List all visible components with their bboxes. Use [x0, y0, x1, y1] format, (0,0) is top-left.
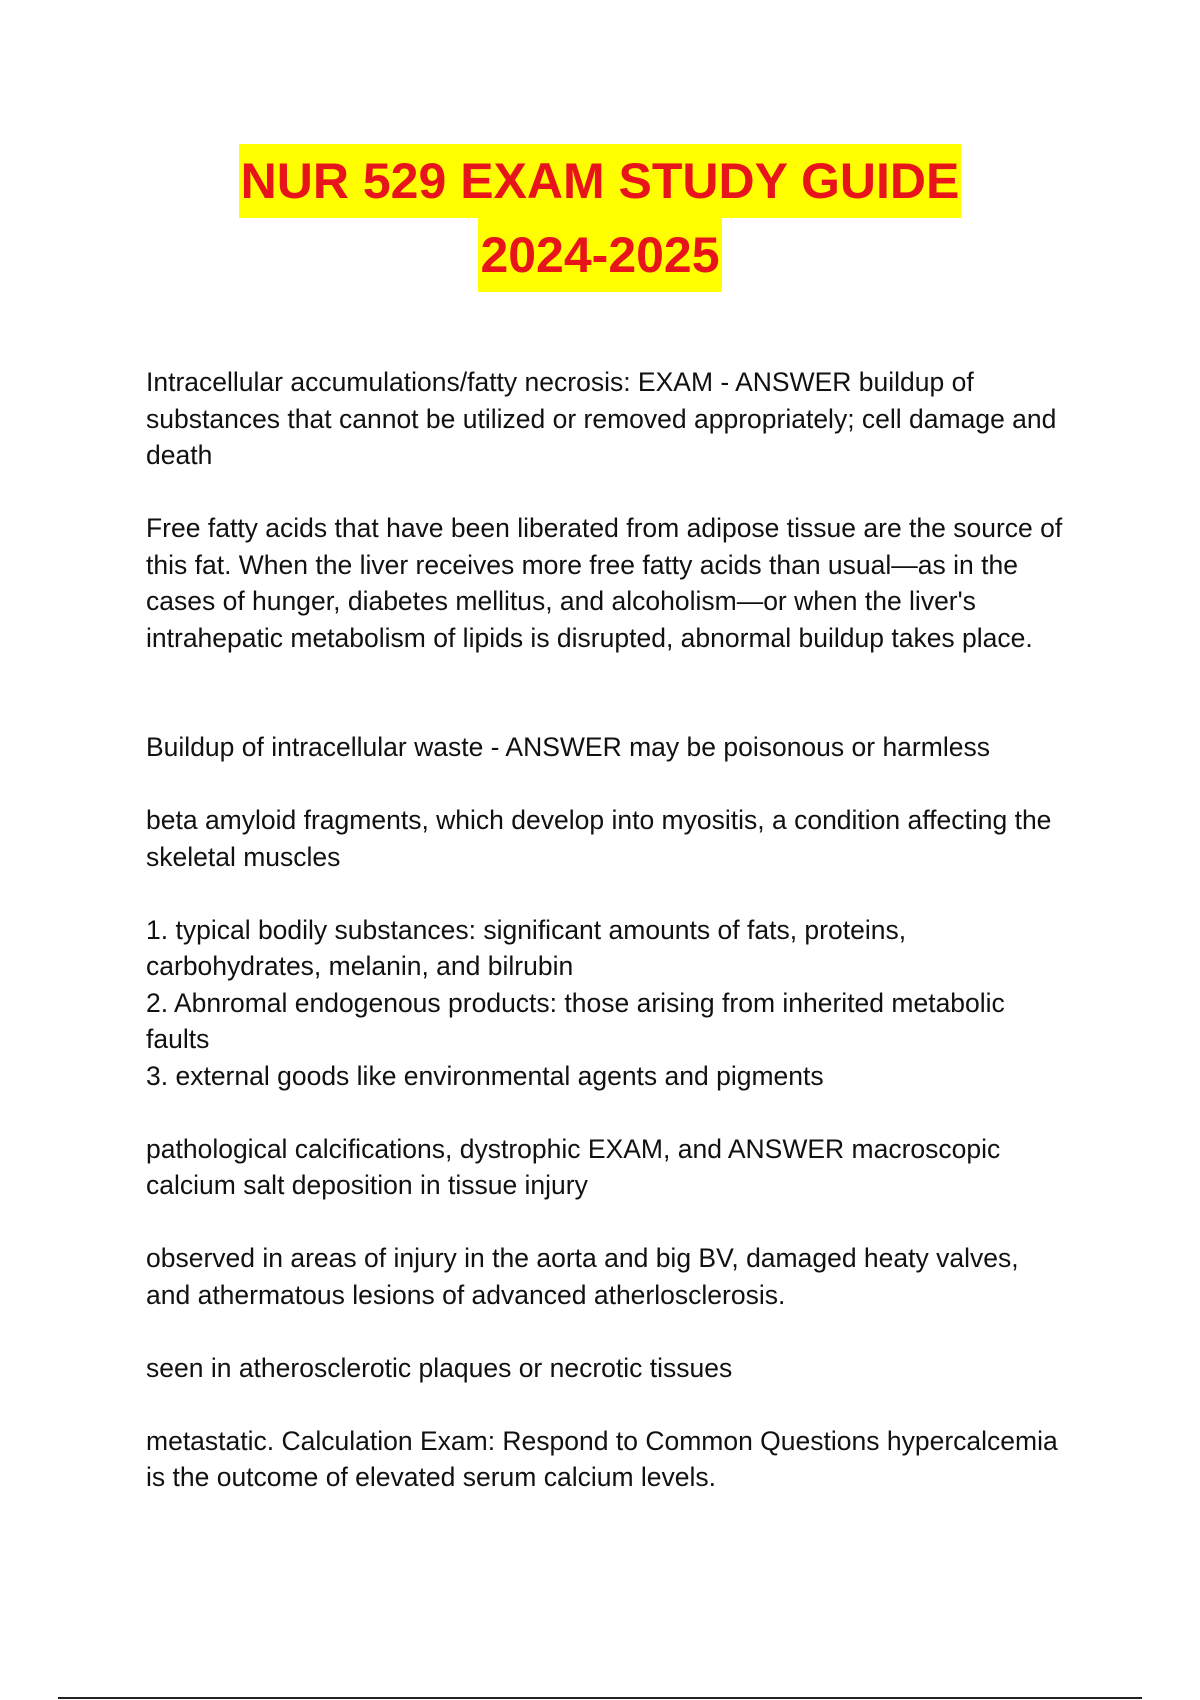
list-item: 3. external goods like environmental agents and pigments: [146, 1060, 824, 1091]
document-body: [146, 364, 1066, 1532]
numbered-list: [146, 912, 1066, 1095]
document-title: [0, 144, 1200, 292]
paragraph-metastatic-calcification: metastatic. Calculation Exam: Respond to Common Questions hypercalcemia is the outcome of elevated serum calcium levels.: [146, 1425, 1058, 1492]
paragraph-free-fatty-acids: Free fatty acids that have been liberated from adipose tissue are the source of this fat. When the liver receives more free fatty acids than usual—as in the cases of hunger, diabetes mellitus, and alcoholism—or when the liver's intrahepatic metabolism of lipids is disrupted, abnormal buildup takes place.: [146, 513, 1063, 653]
paragraph-dystrophic-calcification: pathological calcifications, dystrophic EXAM, and ANSWER macroscopic calcium salt deposition in tissue injury: [146, 1133, 1001, 1200]
paragraph-aorta-injury: observed in areas of injury in the aorta and big BV, damaged heaty valves, and athermatous lesions of advanced atherlosclerosis.: [146, 1243, 1019, 1310]
footer-divider: [58, 1697, 1142, 1699]
list-item: 1. typical bodily substances: significant amounts of fats, proteins, carbohydrates, melanin, and bilrubin: [146, 914, 907, 981]
paragraph-intracellular-waste: Buildup of intracellular waste - ANSWER may be poisonous or harmless: [146, 732, 990, 762]
paragraph-fatty-necrosis: Intracellular accumulations/fatty necrosis: EXAM - ANSWER buildup of substances that cannot be utilized or removed appropriately; cell damage and death: [146, 367, 1057, 470]
paragraph-beta-amyloid: beta amyloid fragments, which develop into myositis, a condition affecting the skeletal muscles: [146, 805, 1052, 872]
list-item: 2. Abnromal endogenous products: those arising from inherited metabolic faults: [146, 987, 1005, 1054]
paragraph-atherosclerotic-plaques: seen in atherosclerotic plaques or necrotic tissues: [146, 1352, 733, 1383]
title-line-1: NUR 529 EXAM STUDY GUIDE: [239, 144, 962, 218]
title-line-2: 2024-2025: [478, 218, 721, 292]
